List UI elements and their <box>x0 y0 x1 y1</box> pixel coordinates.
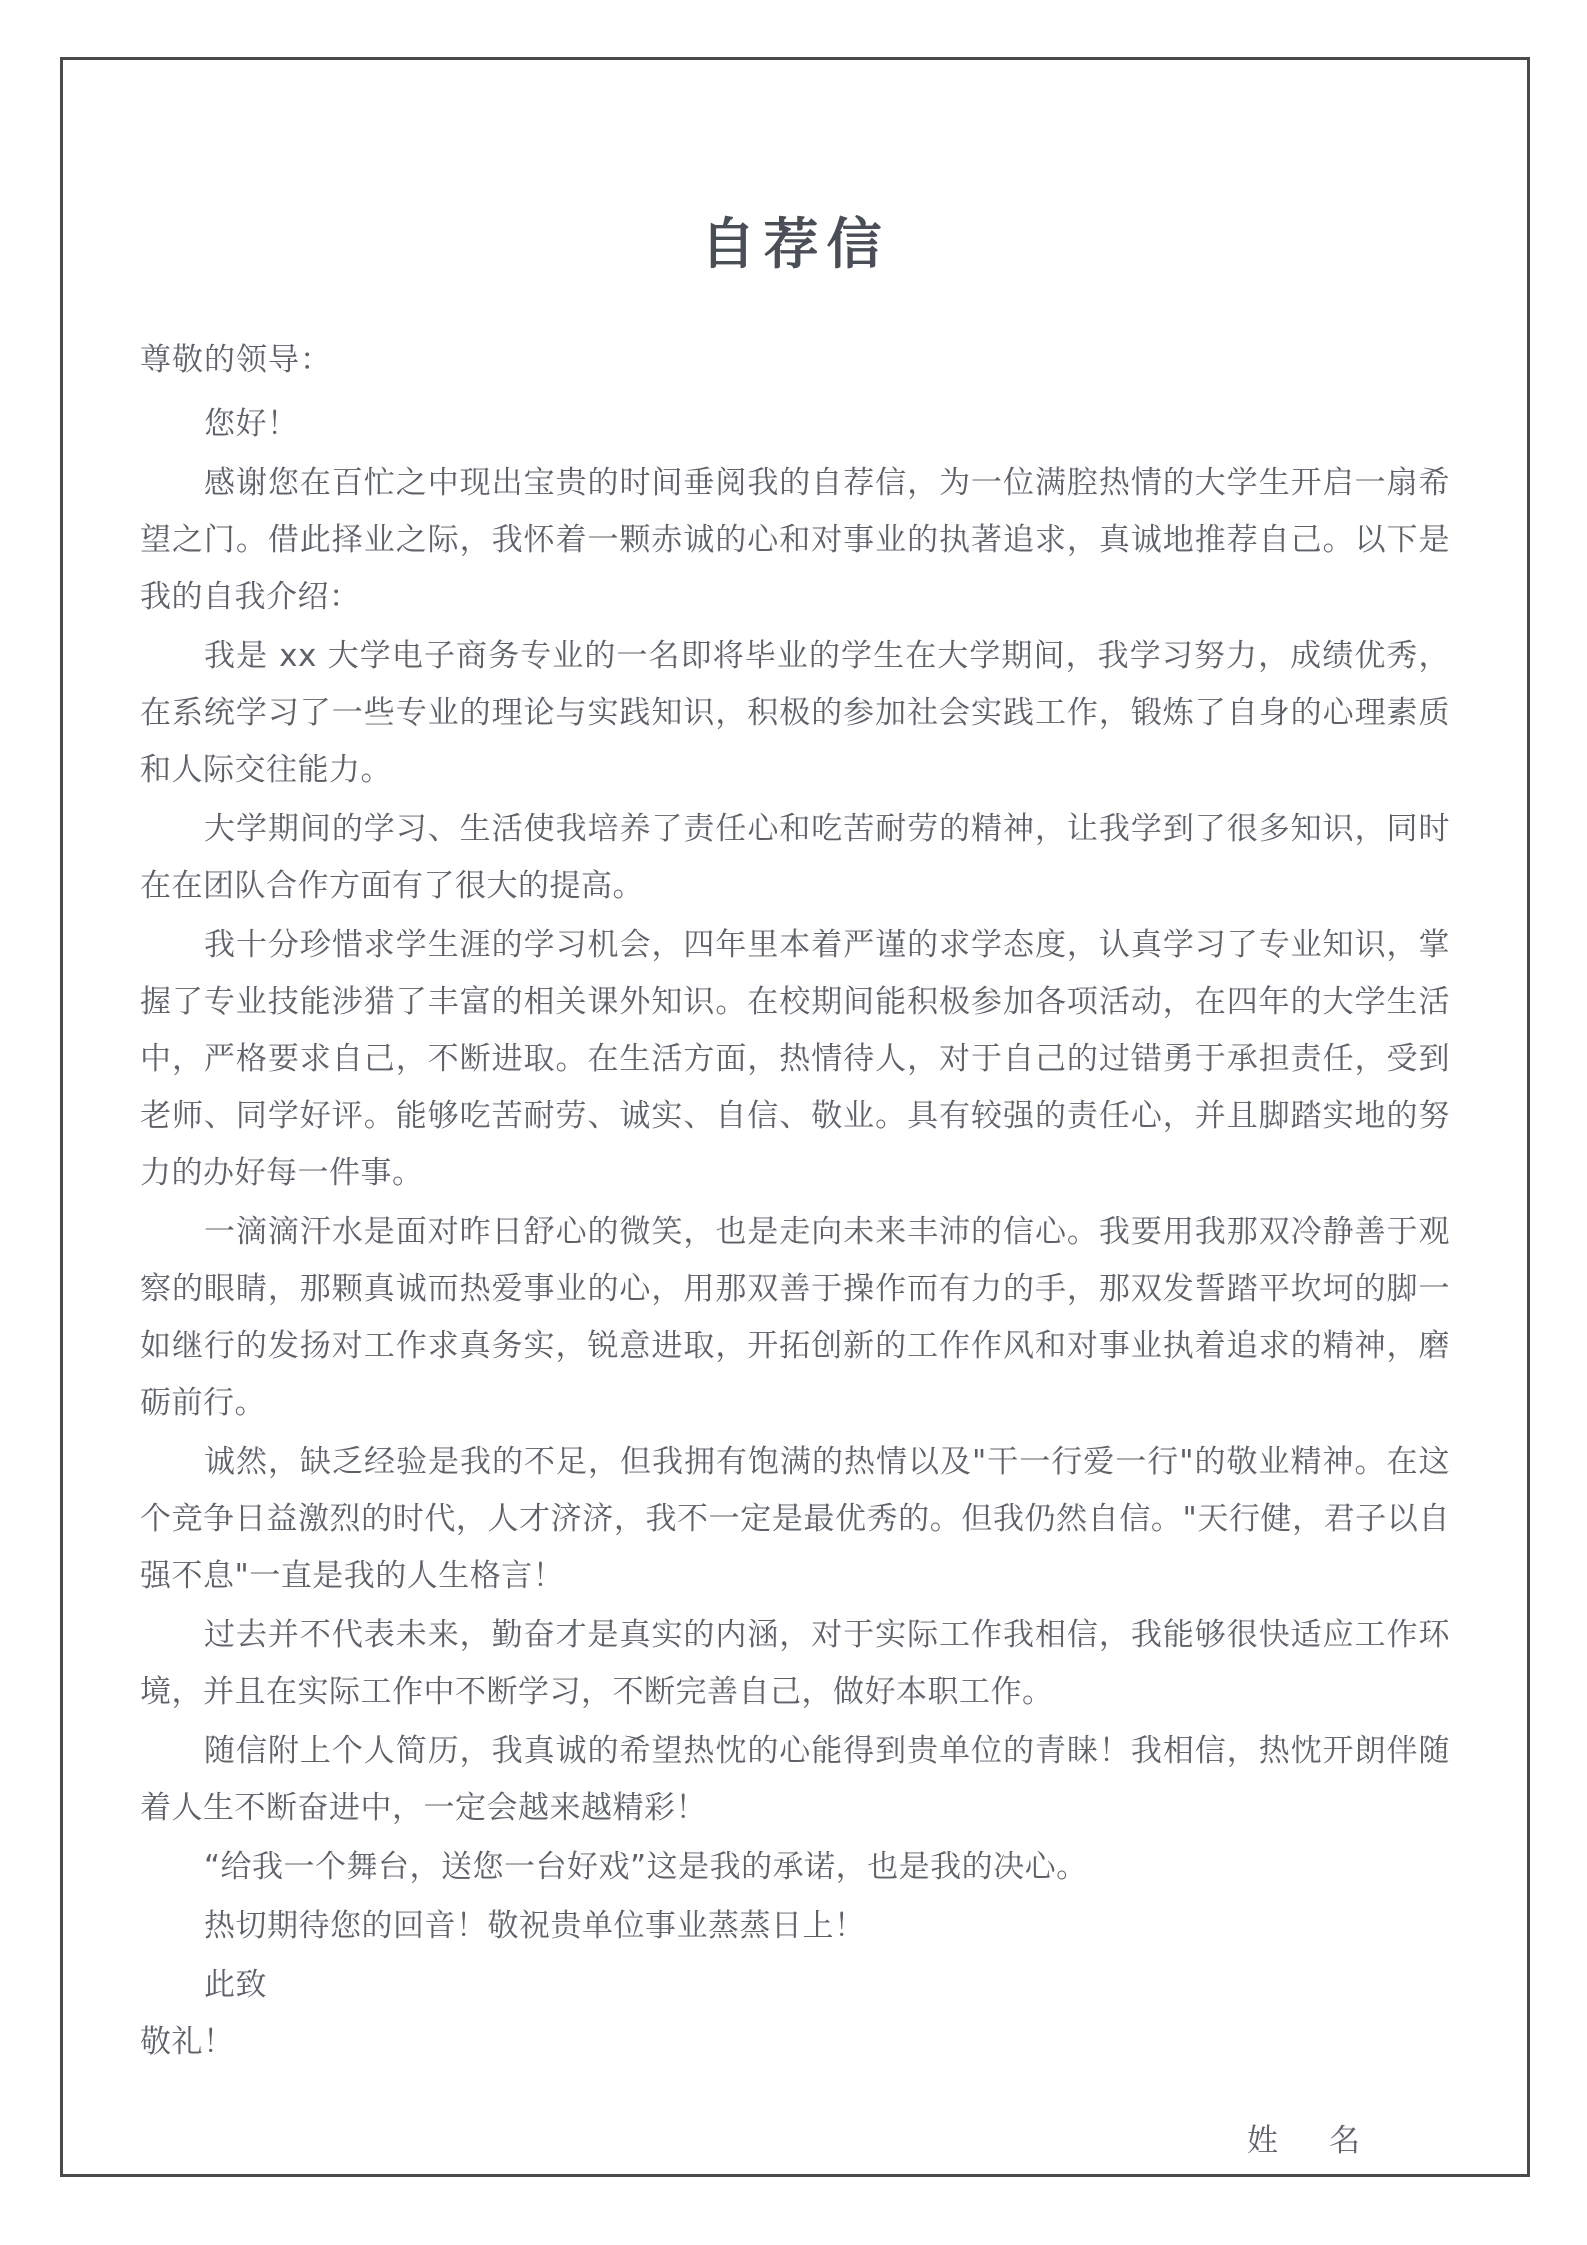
signature-name: 姓 名 <box>1247 2123 1370 2159</box>
body-paragraph-1: 感谢您在百忙之中现出宝贵的时间垂阅我的自荐信，为一位满腔热情的大学生开启一扇希望之门。借此择业之际，我怀着一颗赤诚的心和对事业的执著追求，真诚地推荐自己。以下是我的自我介绍： <box>140 465 1450 615</box>
body-paragraph-5: 一滴滴汗水是面对昨日舒心的微笑，也是走向未来丰沛的信心。我要用我那双冷静善于观察的眼睛，那颗真诚而热爱事业的心，用那双善于操作而有力的手，那双发誓踏平坎坷的脚一如继行的发扬对工作求真务实，锐意进取，开拓创新的工作作风和对事业执着追求的精神，磨砺前行。 <box>140 1214 1450 1421</box>
body-paragraph-2: 我是 xx 大学电子商务专业的一名即将毕业的学生在大学期间，我学习努力，成绩优秀，在系统学习了一些专业的理论与实践知识，积极的参加社会实践工作，锻炼了自身的心理素质和人际交往能力。 <box>140 638 1450 788</box>
greeting-line: 您好！ <box>204 406 299 442</box>
closing-cizhi: 此致 <box>204 1967 267 2003</box>
well-wishes-paragraph: 热切期待您的回音！敬祝贵单位事业蒸蒸日上！ <box>204 1908 866 1944</box>
body-paragraph-7: 过去并不代表未来，勤奋才是真实的内涵，对于实际工作我相信，我能够很快适应工作环境，并且在实际工作中不断学习，不断完善自己，做好本职工作。 <box>140 1617 1450 1710</box>
body-paragraph-8: 随信附上个人简历，我真诚的希望热忱的心能得到贵单位的青睐！我相信，热忱开朗伴随着人生不断奋进中，一定会越来越精彩！ <box>140 1733 1450 1826</box>
closing-jingli: 敬礼！ <box>140 2024 235 2060</box>
page-title: 自荐信 <box>700 211 890 276</box>
signature-block <box>140 2115 1450 2160</box>
promise-quote-paragraph: “给我一个舞台，送您一台好戏”这是我的承诺，也是我的决心。 <box>204 1849 1088 1885</box>
body-paragraph-4: 我十分珍惜求学生涯的学习机会，四年里本着严谨的求学态度，认真学习了专业知识，掌握了专业技能涉猎了丰富的相关课外知识。在校期间能积极参加各项活动，在四年的大学生活中，严格要求自己，不断进取。在生活方面，热情待人，对于自己的过错勇于承担责任，受到老师、同学好评。能够吃苦耐劳、诚实、自信、敬业。具有较强的责任心，并且脚踏实地的努力的办好每一件事。 <box>140 927 1450 1191</box>
salutation-line: 尊敬的领导： <box>140 342 332 378</box>
letter-content <box>140 120 1450 2160</box>
body-paragraph-6: 诚然，缺乏经验是我的不足，但我拥有饱满的热情以及"干一行爱一行"的敬业精神。在这个竞争日益激烈的时代，人才济济，我不一定是最优秀的。但我仍然自信。"天行健，君子以自强不息"一直是我的人生格言！ <box>140 1444 1450 1594</box>
body-paragraph-3: 大学期间的学习、生活使我培养了责任心和吃苦耐劳的精神，让我学到了很多知识，同时在在团队合作方面有了很大的提高。 <box>140 811 1450 904</box>
